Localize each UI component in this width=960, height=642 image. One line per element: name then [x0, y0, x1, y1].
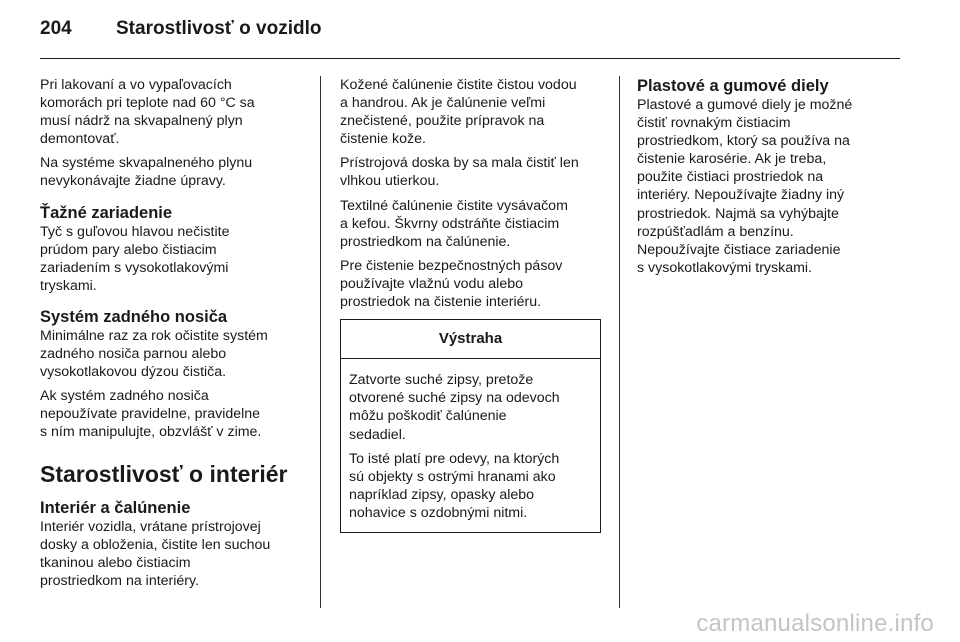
paragraph-plastic-rubber: Plastové a gumové diely je možné čistiť rovnakým čistiacim prostriedkom, ktorý sa používa na čistenie karosérie. Ak je treba, použite čistiaci prostriedok na interiéry. Nepoužívajte žiadny iný prostriedok. Najmä sa vyhýbajte rozpúšťadlám a benzínu. Nepoužívajte čistiace zariadenie s vysokotlakovými tryskami. — [637, 97, 853, 276]
paragraph-leather: Kožené čalúnenie čistite čistou vodou a handrou. Ak je čalúnenie veľmi znečistené, použite prípravok na čistenie kože. — [340, 77, 577, 148]
paragraph-dashboard: Prístrojová doska by sa mala čistiť len vlhkou utierkou. — [340, 155, 579, 190]
warning-paragraph-1: Zatvorte suché zipsy, pretože otvorené suché zipsy na odevoch môžu poškodiť čalúnenie sedadiel. — [349, 372, 560, 443]
header-divider — [40, 58, 900, 59]
heading-tow-hitch: Ťažné zariadenie — [40, 203, 173, 222]
column-divider-2 — [619, 76, 620, 608]
column-1 — [40, 76, 306, 596]
heading-plastic-rubber: Plastové a gumové diely — [637, 77, 829, 95]
heading-interior-care: Starostlivosť o interiér — [40, 460, 288, 487]
paragraph-textile: Textilné čalúnenie čistite vysávačom a kefou. Škvrny odstráňte čistiacim prostriedkom na čalúnenie. — [340, 197, 568, 250]
paragraph-lpg-painting: Pri lakovaní a vo vypaľovacích komorách pri teplote nad 60 °C sa musí nádrž na skvapalnený plyn demontovať. — [40, 77, 255, 148]
heading-rear-carrier: Systém zadného nosiča — [40, 307, 228, 326]
heading-interior-upholstery: Interiér a čalúnenie — [40, 498, 191, 517]
paragraph-tow-hitch: Tyč s guľovou hlavou nečistite prúdom pary alebo čistiacim zariadením s vysokotlakovými tryskami. — [40, 223, 230, 294]
watermark: carmanualsonline.info — [696, 610, 934, 637]
page-number: 204 — [40, 18, 72, 39]
column-divider-1 — [320, 76, 321, 608]
page-header — [40, 18, 321, 48]
page-title: Starostlivosť o vozidlo — [116, 18, 322, 39]
column-3 — [637, 76, 903, 283]
paragraph-rear-carrier-clean: Minimálne raz za rok očistite systém zadného nosiča parnou alebo vysokotlakovou dýzou čističa. — [40, 327, 268, 381]
paragraph-lpg-modifications: Na systéme skvapalneného plynu nevykonávajte žiadne úpravy. — [40, 155, 253, 190]
warning-paragraph-2: To isté platí pre odevy, na ktorých sú objekty s ostrými hranami ako napríklad zipsy, opasky alebo nohavice s ozdobnými nitmi. — [349, 450, 560, 521]
paragraph-rear-carrier-use: Ak systém zadného nosiča nepoužívate pravidelne, pravidelne s ním manipulujte, obzvlášť v zime. — [40, 388, 262, 441]
warning-box — [340, 319, 601, 533]
column-2 — [340, 76, 606, 533]
warning-body — [341, 359, 600, 532]
warning-title: Výstraha — [341, 320, 600, 359]
paragraph-interior-cleaning: Interiér vozidla, vrátane prístrojovej dosky a obloženia, čistite len suchou tkaninou alebo čistiacim prostriedkom na interiéry. — [40, 518, 271, 589]
paragraph-seatbelts: Pre čistenie bezpečnostných pásov používajte vlažnú vodu alebo prostriedok na čistenie interiéru. — [340, 257, 563, 311]
